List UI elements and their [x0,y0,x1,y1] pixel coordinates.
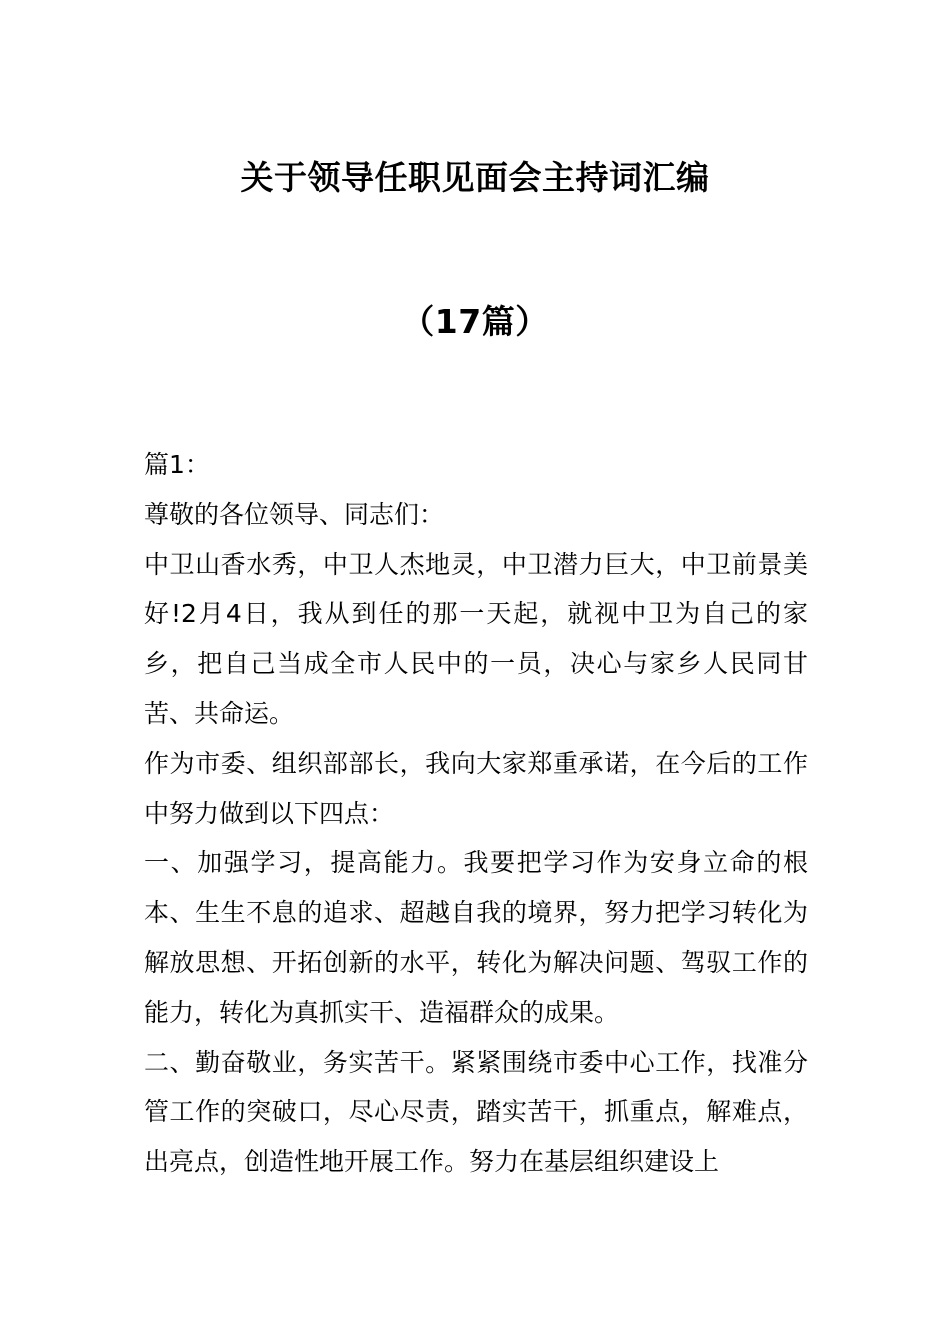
salutation: 尊敬的各位领导、同志们： [144,499,445,529]
document-title: 关于领导任职见面会主持词汇编 [240,158,710,197]
body-paragraph: 作为市委、组织部部长，我向大家郑重承诺，在今后的工作中努力做到以下四点： [144,748,808,828]
section-heading: 篇1： [144,450,210,479]
body-paragraph: 中卫山香水秀，中卫人杰地灵，中卫潜力巨大，中卫前景美好!2月4日，我从到任的那一天起，就视中卫为自己的家乡，把自己当成全市人民中的一员，决心与家乡人民同甘苦、共命运。 [144,549,808,728]
body-paragraph: 一、加强学习，提高能力。我要把学习作为安身立命的根本、生生不息的追求、超越自我的境界，努力把学习转化为解放思想、开拓创新的水平，转化为解决问题、驾驭工作的能力，转化为真抓实干、造福群众的成果。 [144,848,808,1027]
document-body [144,440,808,1187]
body-paragraph: 二、勤奋敬业，务实苦干。紧紧围绕市委中心工作，找准分管工作的突破口，尽心尽责，踏实苦干，抓重点，解难点，出亮点，创造性地开展工作。努力在基层组织建设上 [144,1047,808,1177]
document-subtitle: （17篇） [401,302,549,341]
